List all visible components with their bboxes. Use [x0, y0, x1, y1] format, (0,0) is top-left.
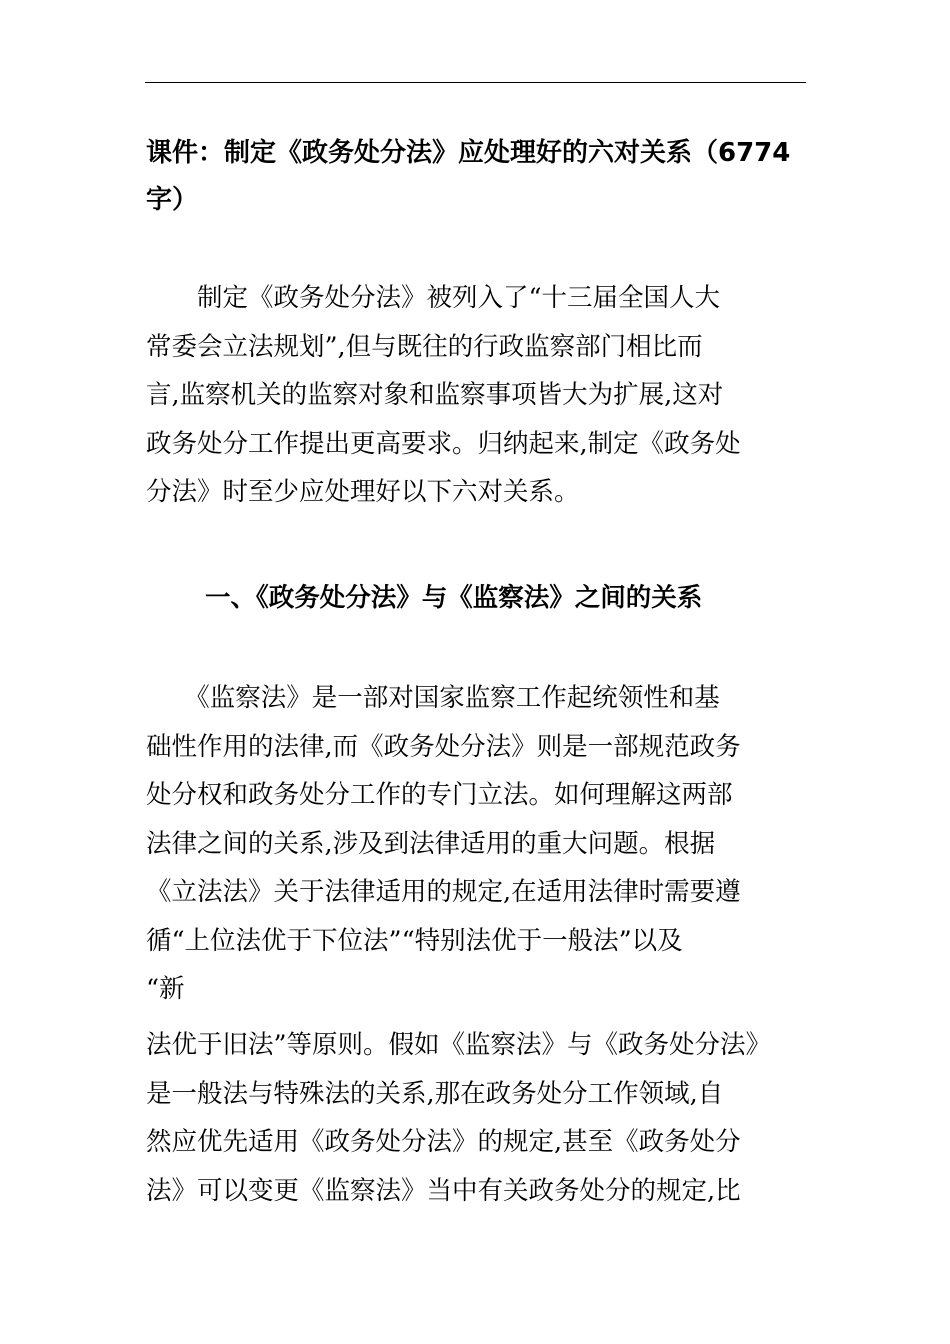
- paragraph-line: 分法》时至少应处理好以下六对关系。: [146, 477, 580, 507]
- section1-paragraph-continued: [146, 1021, 771, 1215]
- paragraph-line: “新: [146, 974, 185, 1004]
- title-line: 课件：制定《政务处分法》应处理好的六对关系（6774: [146, 138, 791, 168]
- document-title: [146, 130, 811, 224]
- paragraph-line: 然应优先适用《政务处分法》的规定,甚至《政务处分: [146, 1127, 741, 1157]
- intro-paragraph: [146, 274, 741, 517]
- paragraph-line: 法优于旧法”等原则。假如《监察法》与《政务处分法》: [146, 1030, 772, 1060]
- paragraph-line: 言,监察机关的监察对象和监察事项皆大为扩展,这对: [146, 380, 724, 410]
- paragraph-line: 法》可以变更《监察法》当中有关政务处分的规定,比: [146, 1175, 741, 1206]
- title-line: 字）: [146, 185, 199, 215]
- paragraph-line: 循“上位法优于下位法”“特别法优于一般法”以及: [146, 925, 683, 956]
- section-heading: 一、《政务处分法》与《监察法》之间的关系: [205, 583, 703, 613]
- paragraph-line: 处分权和政务处分工作的专门立法。如何理解这两部: [146, 780, 733, 810]
- section1-paragraph: [146, 674, 741, 1014]
- paragraph-line: 政务处分工作提出更高要求。归纳起来,制定《政务处: [146, 428, 741, 459]
- header-rule: [145, 82, 806, 83]
- paragraph-line: 常委会立法规划”,但与既往的行政监察部门相比而: [146, 331, 703, 362]
- paragraph-line: 《监察法》是一部对国家监察工作起统领性和基: [146, 683, 720, 713]
- paragraph-line: 《立法法》关于法律适用的规定,在适用法律时需要遵: [146, 877, 741, 907]
- paragraph-line: 是一般法与特殊法的关系,那在政务处分工作领域,自: [146, 1078, 724, 1109]
- paragraph-line: 法律之间的关系,涉及到法律适用的重大问题。根据: [146, 828, 716, 859]
- paragraph-line: 础性作用的法律,而《政务处分法》则是一部规范政务: [146, 731, 741, 762]
- paragraph-line: 制定《政务处分法》被列入了“十三届全国人大: [146, 283, 721, 313]
